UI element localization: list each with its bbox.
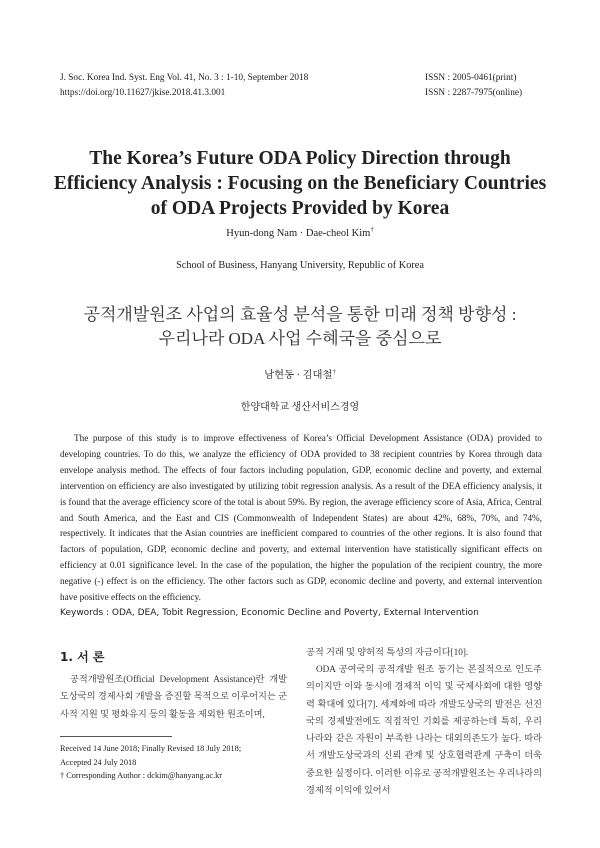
affiliation-en: School of Business, Hanyang University, Republic of Korea [176,260,424,271]
accepted-date: Accepted 24 July 2018 [60,757,137,767]
section-heading: 1. 서 론 [60,650,105,664]
keywords-list: : ODA, DEA, Tobit Regression, Economic Decline and Poverty, External Intervention [103,608,479,618]
journal-citation: J. Soc. Korea Ind. Syst. Eng Vol. 41, No. 3 : 1-10, September 2018 [60,73,309,83]
title-line-2: Efficiency Analysis : Focusing on the Beneficiary Countries [53,173,547,194]
affiliation-ko: 한양대학교 생산서비스경영 [240,402,360,413]
title-line-3: of ODA Projects Provided by Korea [150,198,450,219]
authors-en [40,228,560,239]
corresponding-author-text[interactable]: Corresponding Author : dckim@hanyang.ac.kr [66,771,223,780]
footnote-rule [60,736,172,737]
title-ko-line-2: 우리나라 ODA 사업 수혜국을 중심으로 [158,329,442,348]
keywords [60,606,542,620]
corresponding-mark: † [370,226,374,234]
authors-ko [40,366,560,381]
authors-ko-names: 남현동 · 김대철 [264,370,333,381]
footnotes [60,742,300,783]
keywords-label: Keywords [60,608,104,618]
title-ko-line-1: 공적개발원조 사업의 효율성 분석을 통한 미래 정책 방향성 : [83,305,517,324]
received-date: Received 14 June 2018; Finally Revised 18 July 2018; [60,744,242,753]
issn-print: ISSN : 2005-0461(print) [425,73,517,83]
dagger-mark: † [60,771,65,780]
right-column-paragraph: ODA 공여국의 공적개발 원조 동기는 본질적으로 인도주의이지만 이와 동시에 경제적 이익 및 국제사회에 대한 영향력 확대에 있다[7]. 세계화에 따라 개발도상국의 발전은 선진국의 경제발전에도 직접적인 기회를 제공하는데 특히, 우리나라와 같은 자원이 부족한 나라는 대외의존도가 높다. 따라서 개발도상국과의 신뢰 관계 및 상호협력관계 구축이 더욱 중요한 실정이다. 이러한 이유로 공적개발원조는 우리나라의 경제적 이익에 있어서 [306,664,542,796]
paper-title-en [40,146,560,221]
left-column-paragraph: 공적개발원조(Official Development Assistance)란 개발도상국의 경제사회 개발을 증진할 목적으로 이루어지는 군사적 지원 및 평화유지 등의 활동을 제외한 원조이며, [60,674,287,719]
abstract: The purpose of this study is to improve effectiveness of Korea’s Official Development Assistance (ODA) provided to developing countries. To do this, we analyze the efficiency of ODA provided to 38 recipient countries by Korea through data envelope analysis method. The effects of four factors including population, GDP, economic decline and poverty, and external intervention on efficiency are also investigated by utilizing tobit regression analysis. As a result of the DEA efficiency analysis, it is found that the average efficiency score of the total is about 59%. By region, the average efficiency score of Asia, Africa, Central and South America, and the East and CIS (Commonwealth of Independent States) are about 42%, 68%, 70%, and 74%, respectively. It indicates that the Asian countries are inefficient compared to countries of the other regions. It is also found that factors of population, GDP, economic decline and poverty, and external intervention have statistically significant effects on efficiency at 0.01 significance level. In the case of the population, the higher the population of the recipient country, the more negative (-) effect is on the efficiency. The other factors such as GDP, economic decline and poverty, and external intervention have positive effects on the efficiency. [60,433,542,603]
doi-link[interactable]: https://doi.org/10.11627/jkise.2018.41.3.001 [60,88,226,98]
issn-online: ISSN : 2287-7975(online) [425,88,523,98]
corresponding-author [60,769,300,783]
title-line-1: The Korea’s Future ODA Policy Direction through [89,148,511,169]
authors-en-names: Hyun-dong Nam · Dae-cheol Kim [226,228,371,239]
paper-title-ko [40,303,560,351]
corresponding-mark-ko: † [332,368,336,376]
right-column-first-line: 공적 거래 및 양허적 특성의 자금이다[10]. [306,647,469,657]
